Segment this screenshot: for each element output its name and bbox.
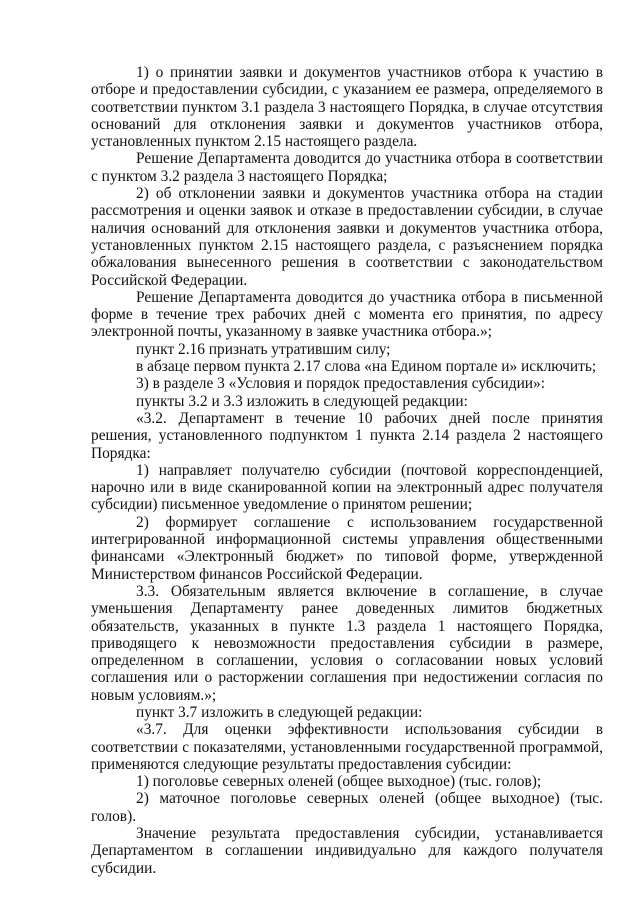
paragraph-clause-2-16: пункт 2.16 признать утратившим силу;	[136, 340, 391, 358]
paragraph-clause-3-2: «3.2. Департамент в течение 10 рабочих дней после принятия решения, установленного подпунктом 1 пункта 2.14 раздела 2 настоящего Порядка:	[91, 409, 603, 462]
paragraph-clause-3-7-intro: пункт 3.7 изложить в следующей редакции:	[136, 703, 423, 721]
paragraph-clauses-3-2-3-3: пункты 3.2 и 3.3 изложить в следующей редакции:	[136, 392, 468, 410]
paragraph-clause-3-7: «3.7. Для оценки эффективности использования субсидии в соответствии с показателями, установленными государственной программой, применяются следующие результаты предоставления субсидии:	[91, 721, 603, 773]
paragraph-result-1: 1) поголовье северных оленей (общее выходное) (тыс. голов);	[136, 773, 542, 791]
paragraph-decision-reject-notice: Решение Департамента доводится до участника отбора в письменной форме в течение трех рабочих дней с момента его принятия, по адресу электронной почты, указанному в заявке участника отбора.»;	[91, 288, 603, 341]
paragraph-decision-accept: 1) о принятии заявки и документов участников отбора к участию в отборе и предоставлении субсидии, с указанием ее размера, определяемого в соответствии пунктом 3.1 раздела 3 настоящего Порядка, в случае отсутствия оснований для отклонения заявки и документов участников отбора, установленных пунктом 2.15 настоящего раздела.	[91, 64, 603, 151]
paragraph-decision-reject: 2) об отклонении заявки и документов участника отбора на стадии рассмотрения и оценки заявок и отказе в предоставлении субсидии, в случае наличия оснований для отклонения заявки и документов участника отбора, установленных пунктом 2.15 настоящего раздела, с разъяснением порядка обжалования вынесенного решения в соответствии с законодательством Российской Федерации.	[91, 185, 603, 289]
document-body	[91, 64, 603, 877]
paragraph-clause-3-2-item-2: 2) формирует соглашение с использованием государственной интегрированной информационной системы управления общественными финансами «Электронный бюджет» по типовой форме, утвержденной Министерством финансов Российской Федерации.	[91, 513, 603, 583]
paragraph-clause-3-2-item-1: 1) направляет получателю субсидии (почтовой корреспонденцией, нарочно или в виде сканированной копии на электронный адрес получателя субсидии) письменное уведомление о принятом решении;	[91, 461, 603, 514]
paragraph-result-value: Значение результата предоставления субсидии, устанавливается Департаментом в соглашении индивидуально для каждого получателя субсидии.	[91, 825, 603, 877]
paragraph-clause-2-17: в абзаце первом пункта 2.17 слова «на Едином портале и» исключить;	[136, 358, 597, 376]
paragraph-clause-3-3: 3.3. Обязательным является включение в соглашение, в случае уменьшения Департаменту ранее доведенных лимитов бюджетных обязательств, указанных в пункте 1.3 раздела 1 настоящего Порядка, приводящего к невозможности предоставления субсидии в размере, определенном в соглашении, условия о согласовании новых условий соглашения или о расторжении соглашения при недостижении согласия по новым условиям.»;	[91, 582, 603, 704]
paragraph-result-2: 2) маточное поголовье северных оленей (общее выходное) (тыс. голов).	[91, 790, 603, 825]
paragraph-decision-accept-notice: Решение Департамента доводится до участника отбора в соответствии с пунктом 3.2 раздела 3 настоящего Порядка;	[91, 150, 603, 185]
paragraph-section-3: 3) в разделе 3 «Условия и порядок предоставления субсидии»:	[136, 375, 546, 393]
